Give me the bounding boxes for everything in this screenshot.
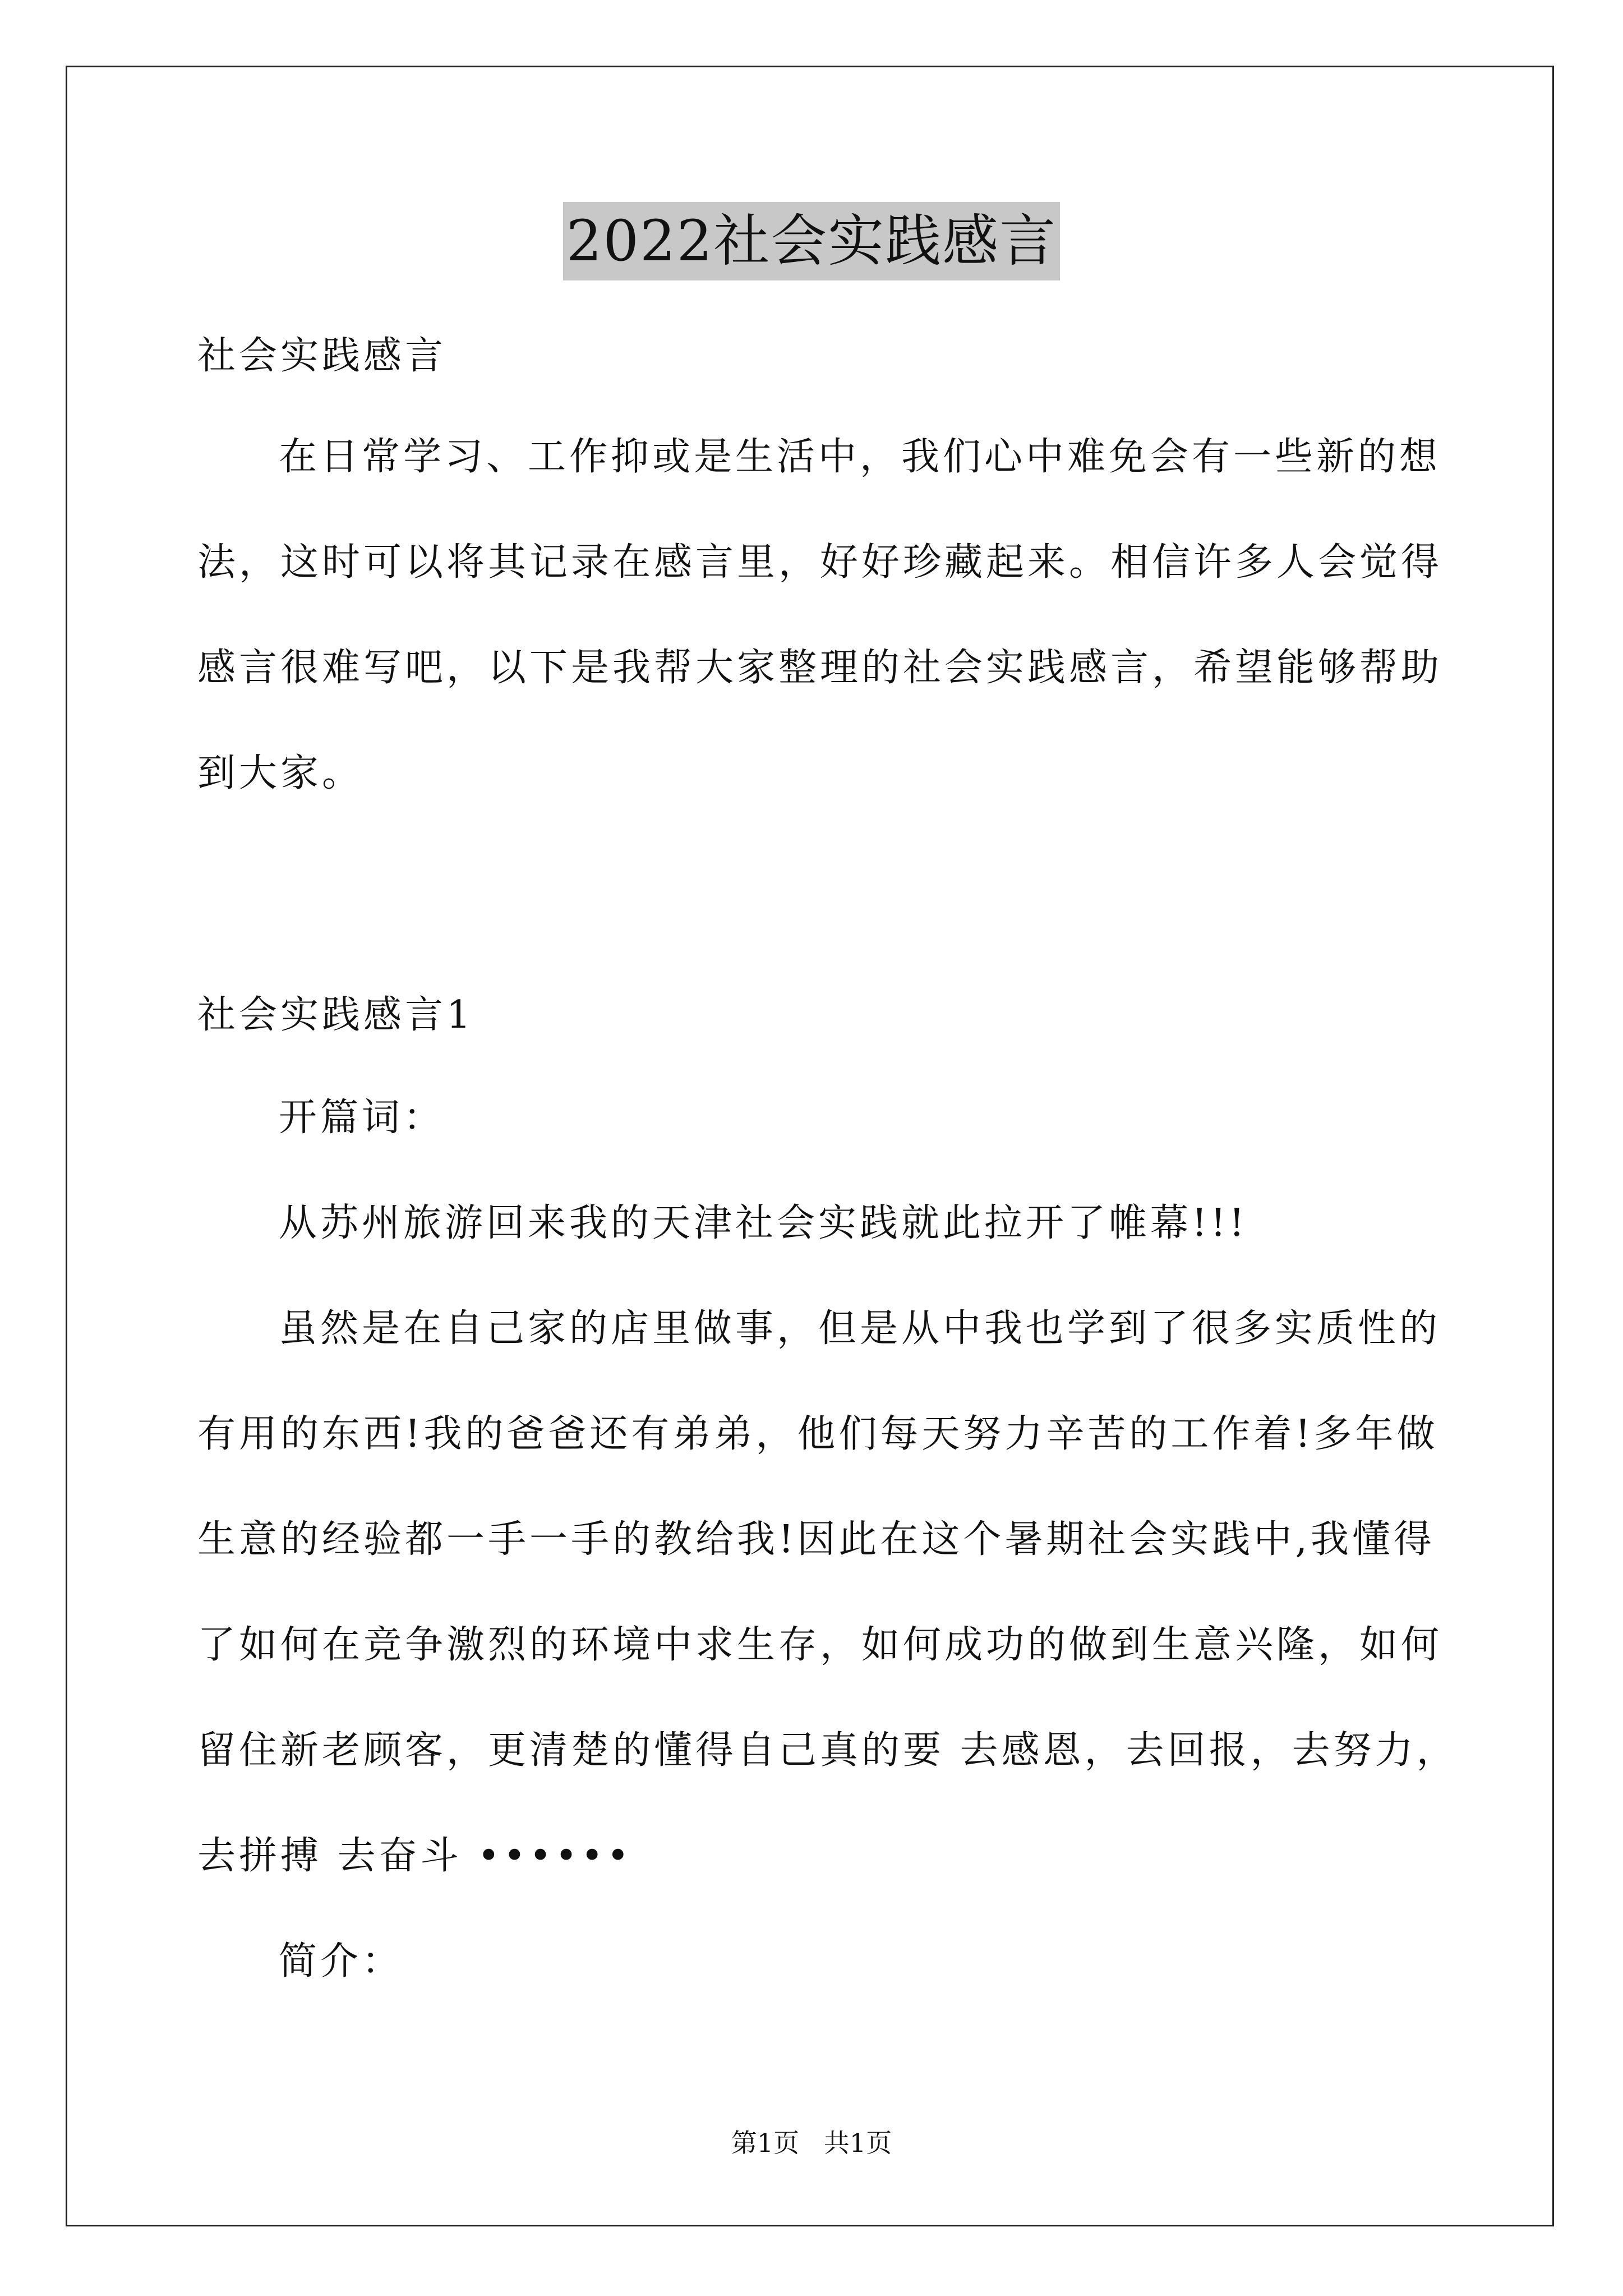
paragraph-line: 留住新老顾客，更清楚的懂得自己真的要 去感恩，去回报，去努力，: [197, 1728, 1458, 1773]
section-heading: 社会实践感言1: [197, 993, 474, 1037]
paragraph-line: 有用的东西!我的爸爸还有弟弟，他们每天努力辛苦的工作着!多年做: [197, 1412, 1438, 1456]
paragraph-line: 从苏州旅游回来我的天津社会实践就此拉开了帷幕!!!: [279, 1201, 1248, 1245]
section-heading: 社会实践感言: [197, 334, 447, 378]
page-number-footer: 第1页 共1页: [731, 2128, 892, 2158]
paragraph-line: 了如何在竞争激烈的环境中求生存，如何成功的做到生意兴隆，如何: [197, 1623, 1443, 1667]
paragraph-line: 到大家。: [197, 751, 364, 795]
paragraph-line: 感言很难写吧，以下是我帮大家整理的社会实践感言，希望能够帮助: [197, 646, 1443, 690]
title-container: [0, 202, 1623, 280]
paragraph-line: 开篇词：: [279, 1096, 445, 1140]
paragraph-line: 简介：: [279, 1939, 404, 1984]
document-title: 2022社会实践感言: [563, 202, 1061, 280]
paragraph-line: 去拼搏 去奋斗 ••••••: [197, 1834, 633, 1878]
paragraph-line: 生意的经验都一手一手的教给我!因此在这个暑期社会实践中,我懂得: [197, 1517, 1435, 1562]
paragraph-line: 法，这时可以将其记录在感言里，好好珍藏起来。相信许多人会觉得: [197, 540, 1443, 585]
paragraph-line: 在日常学习、工作抑或是生活中，我们心中难免会有一些新的想: [279, 435, 1441, 479]
paragraph-line: 虽然是在自己家的店里做事，但是从中我也学到了很多实质性的: [279, 1306, 1441, 1351]
page-border: [66, 66, 1554, 2226]
